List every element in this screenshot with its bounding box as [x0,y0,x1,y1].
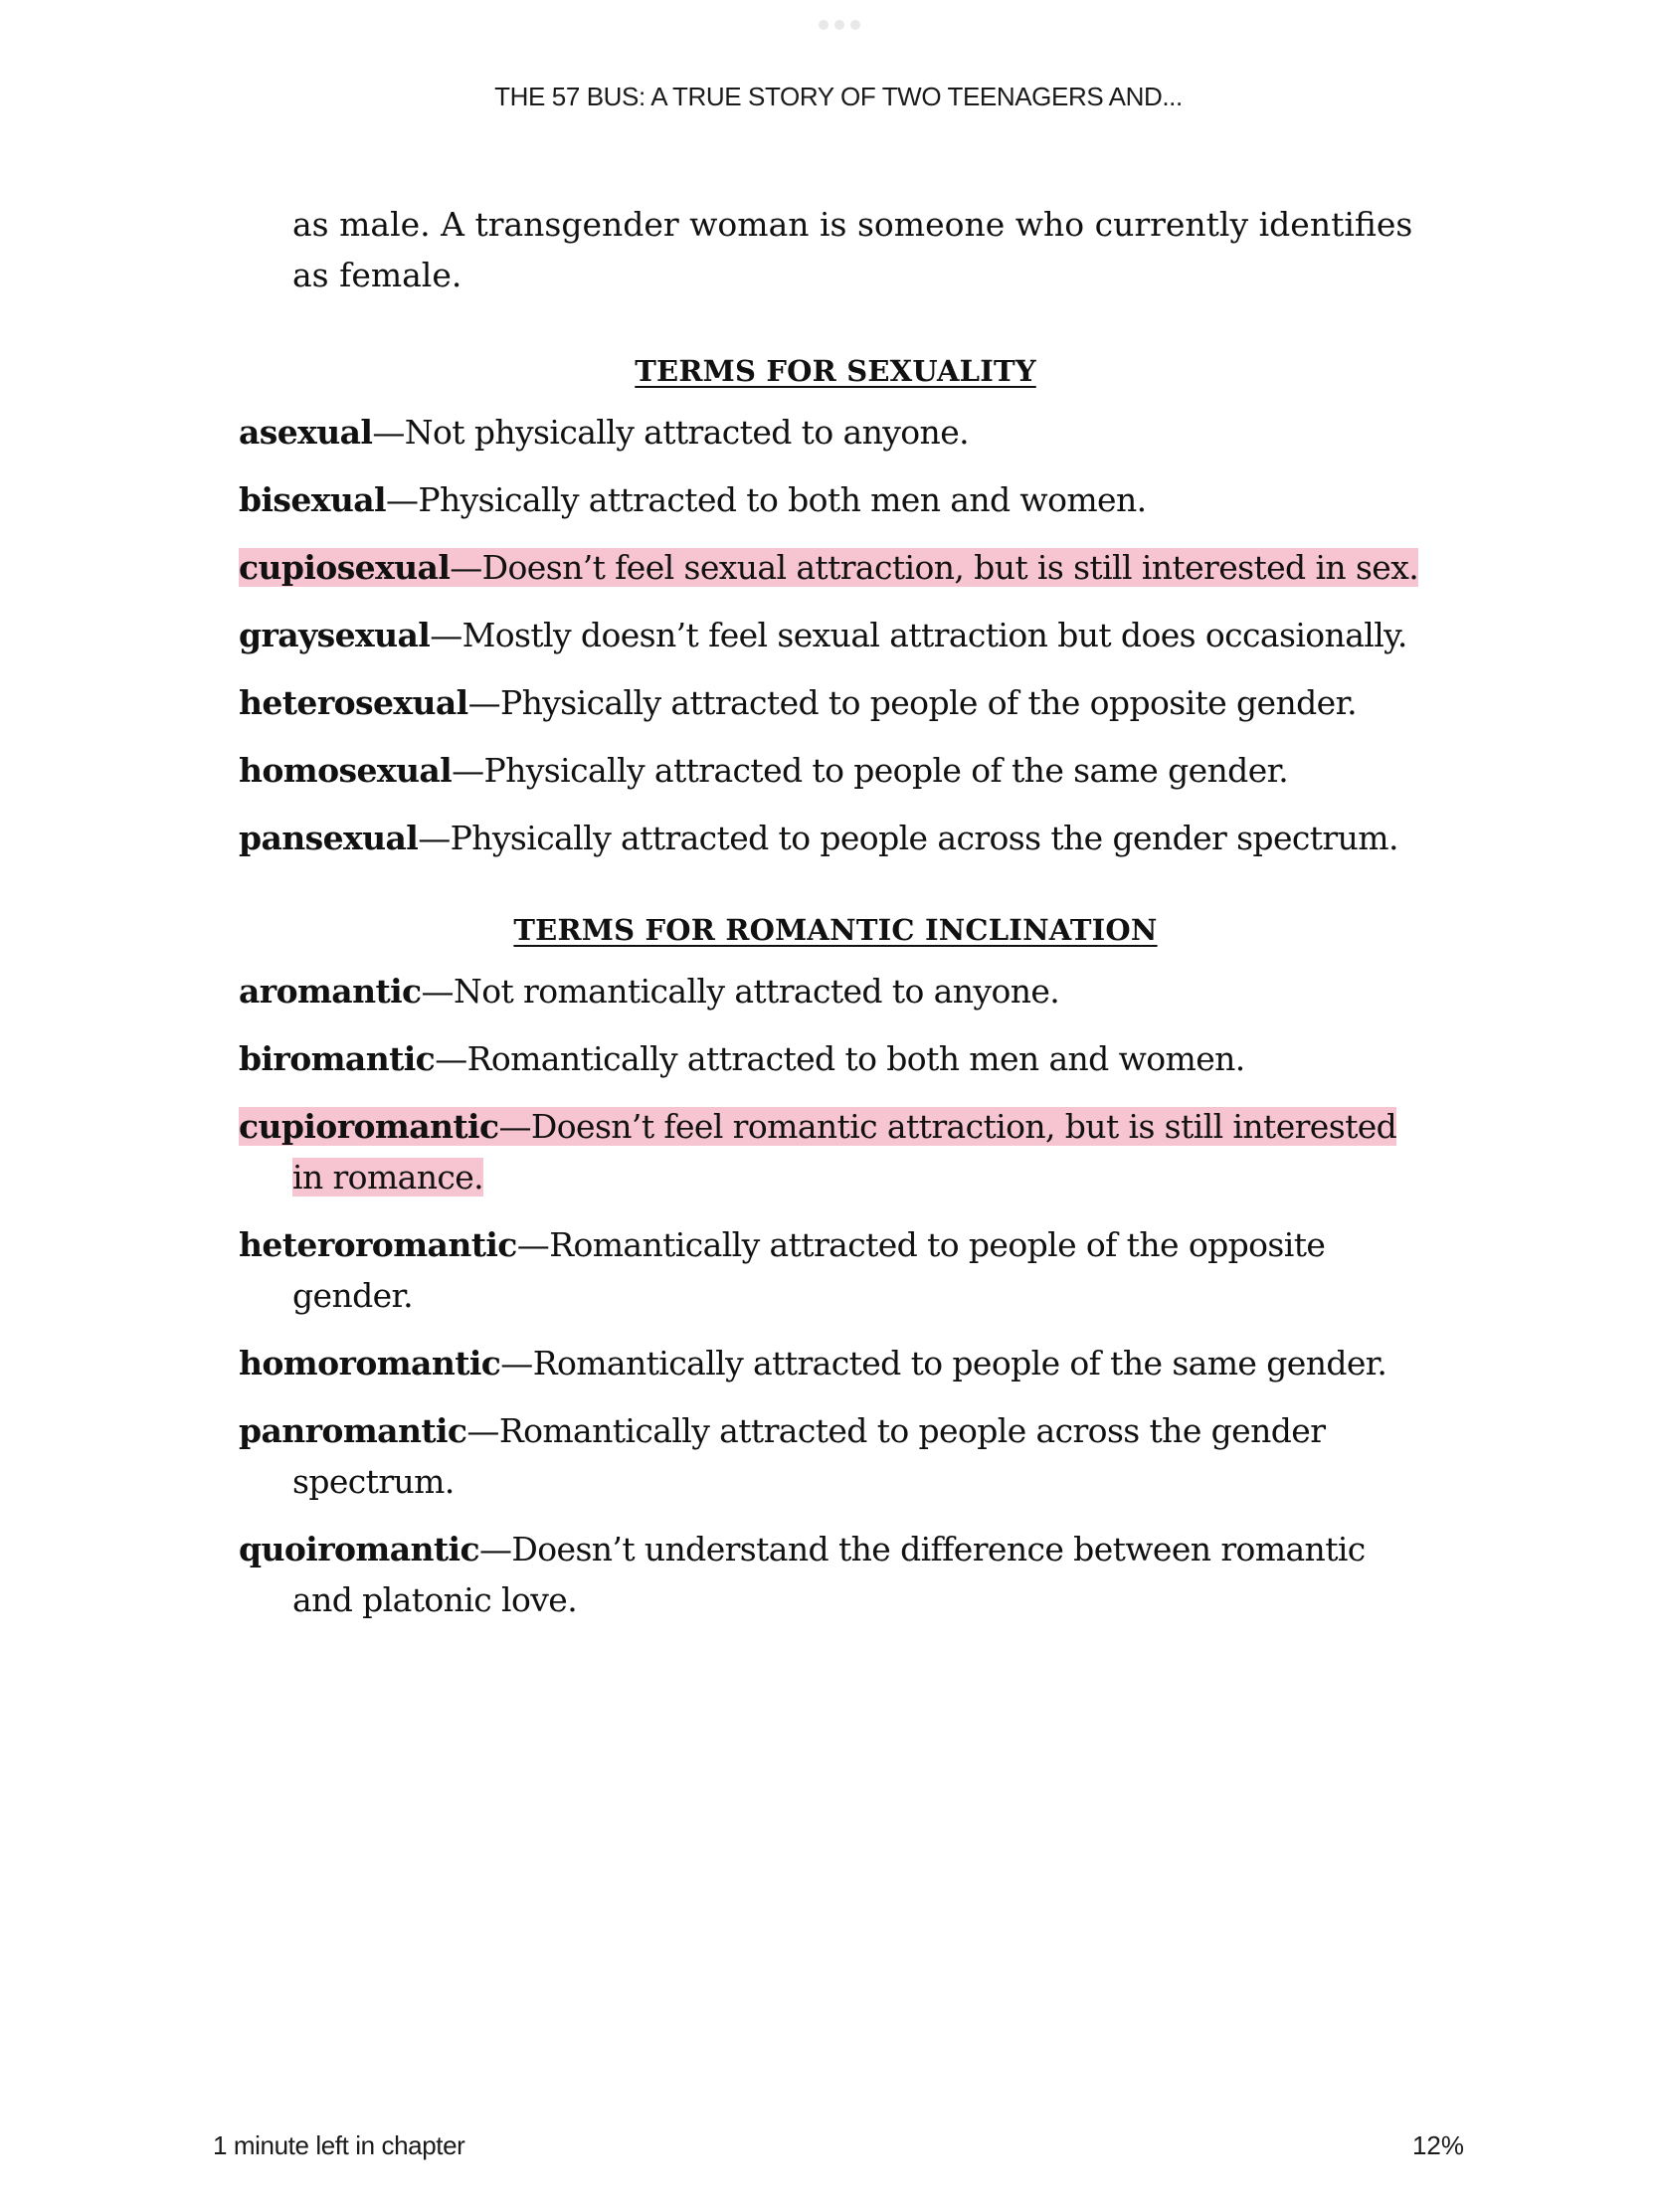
glossary-entry-highlighted[interactable] [239,542,1432,593]
reading-progress: 12% [1411,2130,1464,2160]
glossary-entry [239,1338,1432,1388]
glossary-entry [239,745,1432,796]
menu-handle[interactable] [817,19,862,31]
glossary-term: aromantic [239,972,422,1011]
text-highlight[interactable] [239,1107,1396,1197]
glossary-term: cupiosexual [239,548,451,587]
glossary-definition: —Romantically attracted to both men and women. [435,1039,1245,1078]
glossary-definition: —Romantically attracted to people of the same gender. [500,1344,1387,1382]
handle-dot [834,20,844,30]
glossary-definition: —Romantically attracted to people across the gender spectrum. [292,1411,1326,1501]
glossary-term: quoiromantic [239,1530,479,1568]
glossary-definition: —Physically attracted to people across the gender spectrum. [418,819,1398,857]
glossary-entry [239,966,1432,1016]
glossary-term: graysexual [239,616,431,654]
glossary-term: heterosexual [239,683,468,722]
glossary-term: homosexual [239,751,453,790]
glossary-entry [239,610,1432,660]
time-left-in-chapter: 1 minute left in chapter [213,2130,465,2160]
glossary-term: biromantic [239,1039,436,1078]
glossary-entry [239,677,1432,728]
glossary-term: bisexual [239,480,386,519]
glossary-term: panromantic [239,1411,467,1450]
text-highlight[interactable] [239,548,1418,587]
glossary-entry [239,1524,1432,1625]
glossary-entry [239,407,1432,458]
section-heading-romantic: TERMS FOR ROMANTIC INCLINATION [513,913,1158,947]
glossary-term: homoromantic [239,1344,501,1382]
glossary-entry [239,1405,1432,1507]
glossary-definition: —Doesn’t feel sexual attraction, but is still interested in sex. [450,548,1419,587]
page-content [239,199,1432,1642]
glossary-term: cupioromantic [239,1107,499,1146]
glossary-definition: —Physically attracted to both men and women. [385,480,1147,519]
glossary-term: pansexual [239,819,419,857]
handle-dot [850,20,860,30]
glossary-definition: —Doesn’t feel romantic attraction, but is still interested in romance. [292,1107,1397,1197]
glossary-entry [239,1219,1432,1321]
glossary-definition: —Physically attracted to people of the same gender. [452,751,1289,790]
glossary-definition: —Not romantically attracted to anyone. [421,972,1060,1011]
glossary-entry-highlighted[interactable] [239,1101,1432,1202]
glossary-definition: —Mostly doesn’t feel sexual attraction but does occasionally. [430,616,1407,654]
glossary-term: asexual [239,413,373,452]
glossary-entry [239,1033,1432,1084]
section-heading-sexuality: TERMS FOR SEXUALITY [635,354,1036,388]
continuation-paragraph: as male. A transgender woman is someone who currently identifies as female. [292,205,1413,294]
glossary-definition: —Not physically attracted to anyone. [372,413,970,452]
glossary-definition: —Romantically attracted to people of the opposite gender. [292,1225,1326,1315]
book-title[interactable]: THE 57 BUS: A TRUE STORY OF TWO TEENAGERS AND... [494,82,1183,111]
glossary-entry [239,474,1432,525]
glossary-definition: —Physically attracted to people of the opposite gender. [467,683,1358,722]
glossary-entry [239,813,1432,863]
glossary-definition: —Doesn’t understand the difference between romantic and platonic love. [292,1530,1366,1619]
glossary-term: heteroromantic [239,1225,517,1264]
handle-dot [819,20,829,30]
